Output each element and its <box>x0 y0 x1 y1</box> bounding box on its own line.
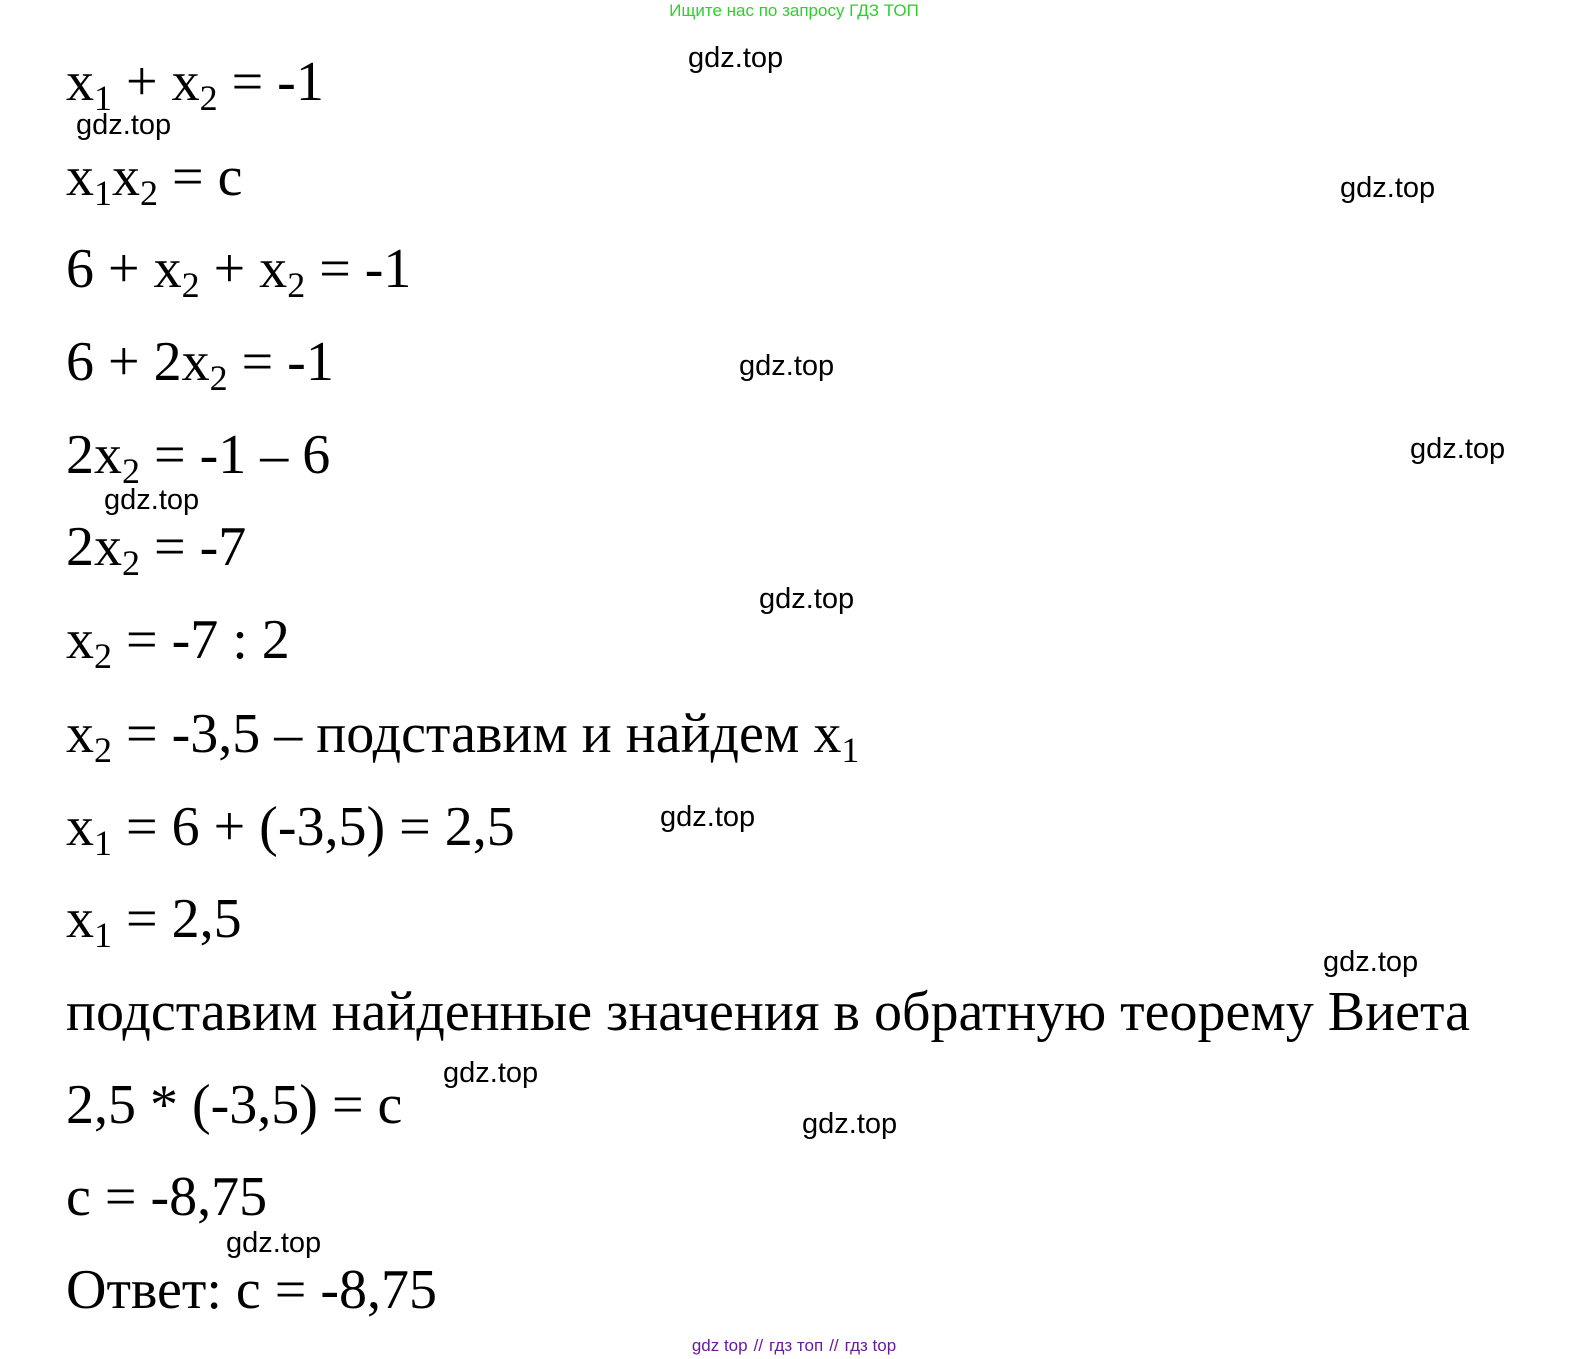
eq-part: = -3,5 – подставим и найдем x <box>112 703 842 765</box>
watermark: gdz.top <box>739 350 835 382</box>
equation-line-3 <box>66 237 412 305</box>
watermark: gdz.top <box>104 484 200 516</box>
equation-line-12: 2,5 * (-3,5) = c <box>66 1074 403 1136</box>
equation-line-13: c = -8,75 <box>66 1166 268 1228</box>
watermark: gdz.top <box>1323 946 1419 978</box>
eq-part: = -7 : 2 <box>112 609 290 671</box>
equation-line-4 <box>66 330 334 398</box>
eq-part: x <box>112 146 140 208</box>
watermark: gdz.top <box>660 801 756 833</box>
eq-part: = -1 <box>227 331 334 393</box>
watermark: gdz.top <box>1340 172 1436 204</box>
explanation-line: подставим найденные значения в обратную теорему Виета <box>66 981 1470 1043</box>
watermark: gdz.top <box>226 1227 322 1259</box>
eq-part: 2x <box>66 516 122 578</box>
eq-subscript: 2 <box>209 358 228 398</box>
footer-item: gdz top <box>691 1336 748 1355</box>
eq-subscript: 2 <box>287 265 306 305</box>
footer-links <box>0 1335 1588 1357</box>
eq-part: + x <box>112 51 200 113</box>
eq-part: + x <box>199 238 288 300</box>
watermark: gdz.top <box>759 583 855 615</box>
eq-part: x <box>66 703 94 765</box>
equation-line-10 <box>66 887 242 955</box>
eq-part: = 6 + (-3,5) = 2,5 <box>112 796 515 858</box>
footer-item: гдз топ <box>769 1336 824 1355</box>
eq-part: 6 + 2x <box>66 331 210 393</box>
footer-item: гдз top <box>844 1336 897 1355</box>
equation-line-2 <box>66 145 243 213</box>
eq-subscript: 2 <box>94 636 112 676</box>
eq-subscript: 1 <box>94 173 112 213</box>
eq-subscript: 2 <box>94 730 112 770</box>
eq-part: = c <box>158 146 243 208</box>
eq-subscript: 2 <box>181 265 200 305</box>
watermark: gdz.top <box>688 42 784 74</box>
eq-part: 2x <box>66 424 122 486</box>
eq-part: = -1 – 6 <box>140 424 331 486</box>
watermark: gdz.top <box>802 1108 898 1140</box>
eq-subscript: 1 <box>94 78 112 118</box>
watermark: gdz.top <box>1410 433 1506 465</box>
eq-part: x <box>66 146 94 208</box>
equation-line-7 <box>66 608 290 676</box>
eq-subscript: 1 <box>94 823 112 863</box>
equation-line-5 <box>66 423 331 491</box>
equation-line-8 <box>66 702 860 770</box>
eq-part: x <box>66 51 94 113</box>
eq-subscript: 2 <box>122 451 140 491</box>
watermark: gdz.top <box>443 1057 539 1089</box>
eq-part: = -1 <box>305 238 412 300</box>
eq-part: x <box>66 609 94 671</box>
eq-part: x <box>66 796 94 858</box>
top-banner: Ищите нас по запросу ГДЗ ТОП <box>669 1 919 20</box>
eq-subscript: 2 <box>122 543 140 583</box>
eq-subscript: 2 <box>199 78 218 118</box>
eq-part: = 2,5 <box>112 888 242 950</box>
footer-separator: // <box>829 1336 839 1355</box>
eq-subscript: 1 <box>841 730 860 770</box>
footer-separator: // <box>753 1336 764 1355</box>
eq-part: x <box>66 888 94 950</box>
answer-line: Ответ: c = -8,75 <box>66 1259 437 1321</box>
eq-subscript: 1 <box>94 915 112 955</box>
eq-part: = -1 <box>217 51 324 113</box>
equation-line-6 <box>66 515 247 583</box>
eq-subscript: 2 <box>140 173 158 213</box>
equation-line-1 <box>66 50 324 118</box>
eq-part: = -7 <box>140 516 247 578</box>
eq-part: 6 + x <box>66 238 182 300</box>
watermark: gdz.top <box>76 109 172 141</box>
equation-line-9 <box>66 795 515 863</box>
